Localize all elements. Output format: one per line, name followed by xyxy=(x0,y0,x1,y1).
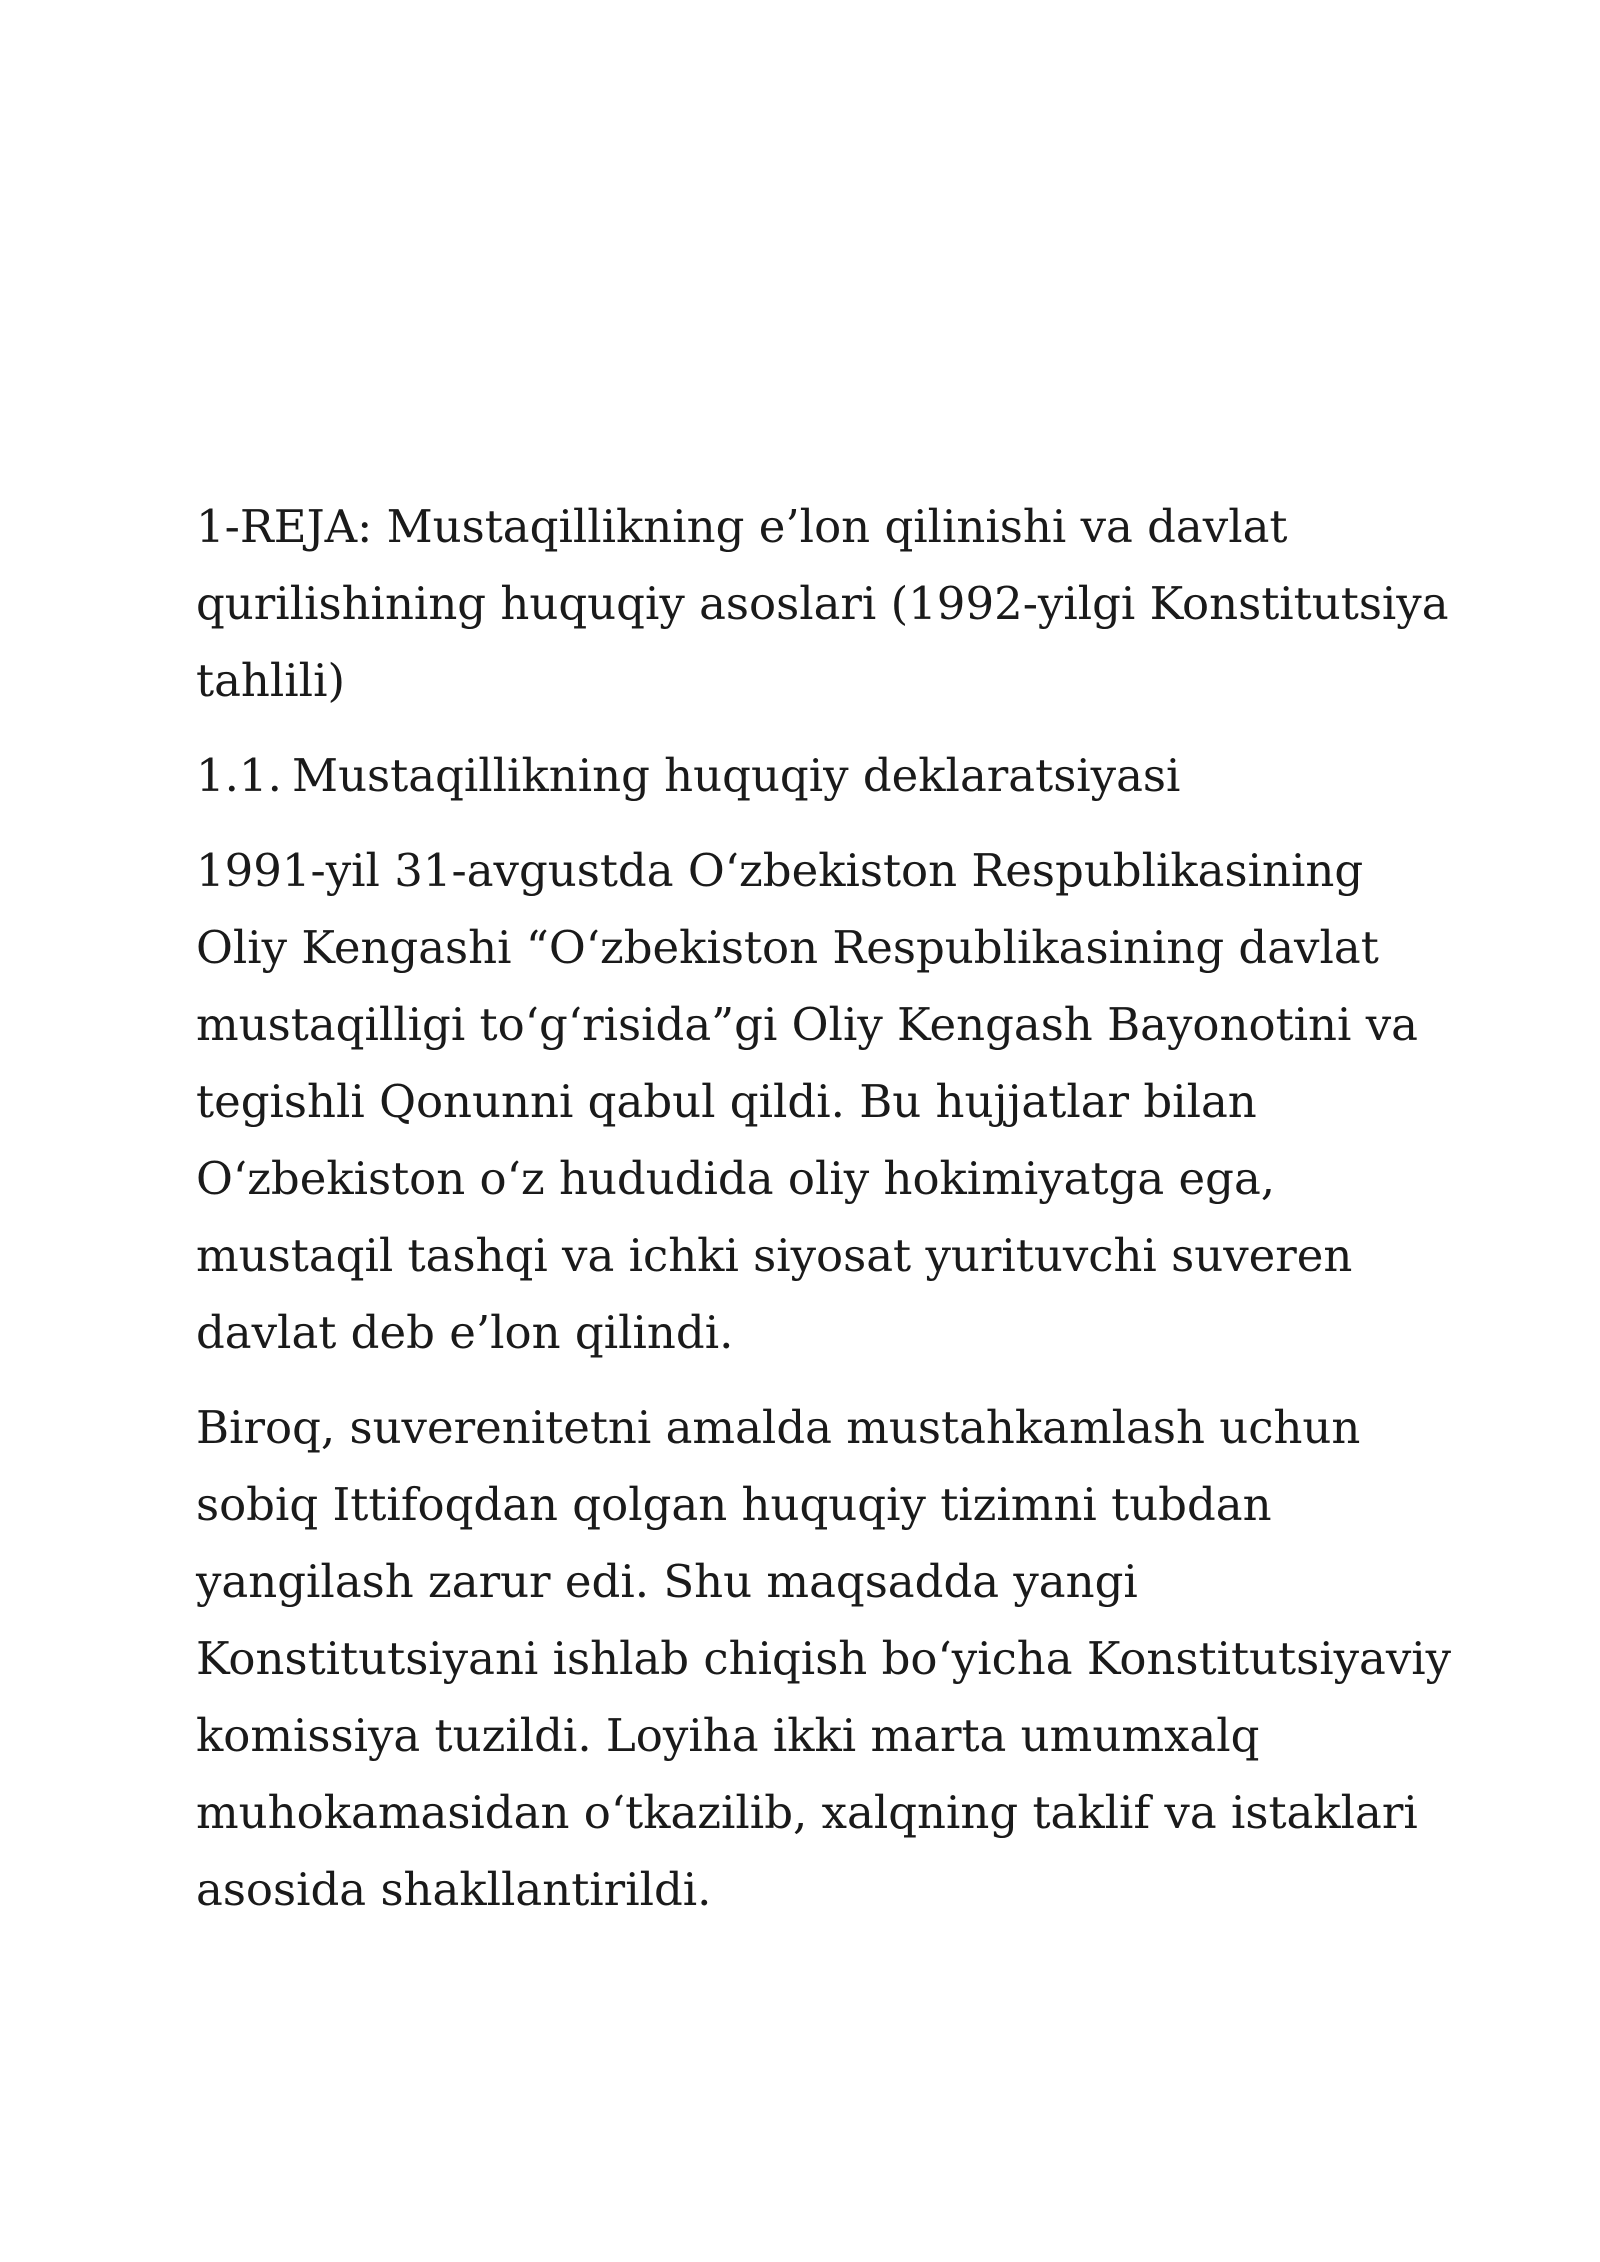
paragraph-1: 1991-yil 31-avgustda O‘zbekiston Respublikasining Oliy Kengashi “O‘zbekiston Respublikasining davlat mustaqilligi to‘g‘risida”gi Oliy Kengash Bayonotini va tegishli Qonunni qabul qildi. Bu hujjatlar bilan O‘zbekiston o‘z hududida oliy hokimiyatga ega, mustaqil tashqi va ichki siyosat yurituvchi suveren davlat deb e’lon qilindi. xyxy=(196,844,1418,1359)
subsection-title: Mustaqillikning huquqiy deklaratsiyasi xyxy=(292,749,1181,802)
section-heading: 1-REJA: Mustaqillikning e’lon qilinishi va davlat qurilishining huquqiy asoslari (1992-yilgi Konstitutsiya tahlili) xyxy=(196,500,1449,707)
subsection-number: 1.1. xyxy=(196,749,282,802)
paragraph-2: Biroq, suverenitetni amalda mustahkamlash uchun sobiq Ittifoqdan qolgan huquqiy tizimni tubdan yangilash zarur edi. Shu maqsadda yangi Konstitutsiyani ishlab chiqish bo‘yicha Konstitutsiyaviy komissiya tuzildi. Loyiha ikki marta umumxalq muhokamasidan o‘tkazilib, xalqning taklif va istaklari asosida shakllantirildi. xyxy=(196,1401,1452,1916)
document-body xyxy=(196,488,1456,1946)
subsection-heading xyxy=(196,737,1456,814)
